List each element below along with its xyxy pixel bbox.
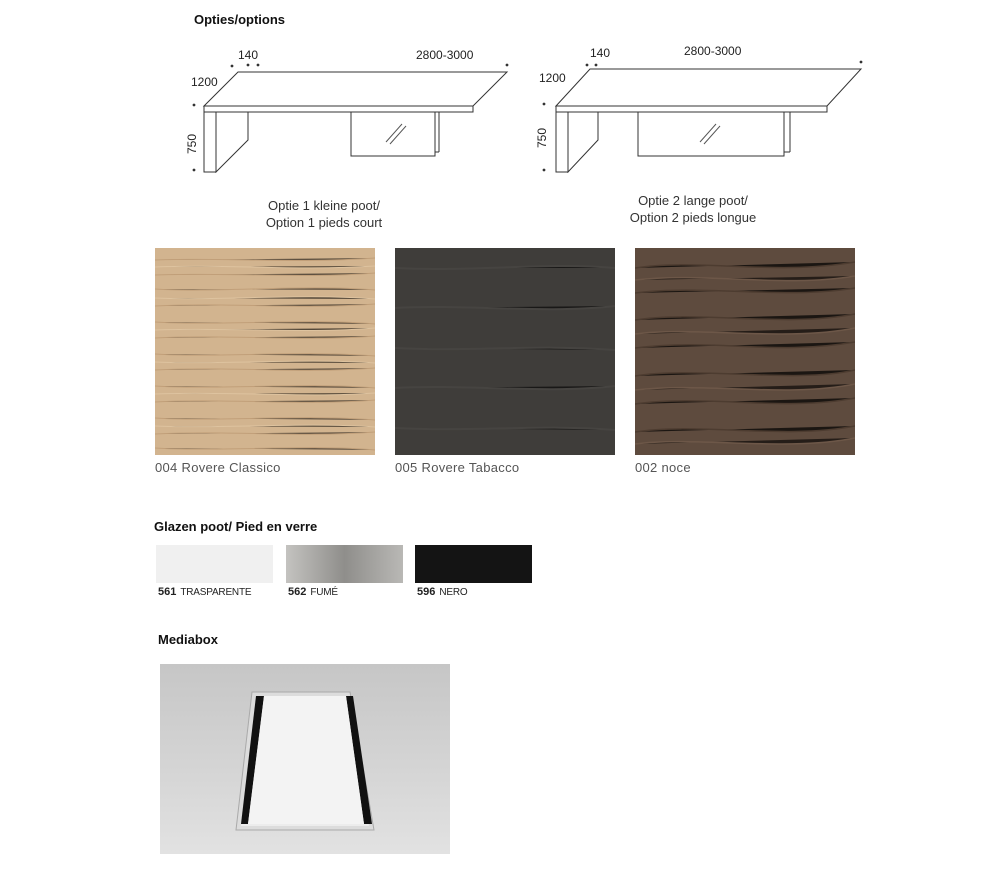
finish-swatch-noce[interactable]	[635, 248, 855, 455]
glass-section-title: Glazen poot/ Pied en verre	[154, 519, 318, 534]
mediabox-cover-image	[160, 664, 450, 854]
glass-name: NERO	[439, 587, 468, 598]
dim-width-2: 1200	[539, 71, 566, 85]
glass-code: 596	[417, 586, 436, 598]
glass-swatch-nero[interactable]	[415, 545, 532, 583]
option-2-caption	[583, 192, 803, 226]
glass-label-nero	[417, 586, 467, 598]
wood-grain-noce	[635, 248, 855, 455]
dim-depth-2: 140	[590, 46, 611, 60]
diagram-2-dimensions	[530, 38, 870, 173]
dim-depth-1: 140	[238, 48, 259, 62]
glass-code: 561	[158, 586, 177, 598]
finish-label-noce: 002 noce	[635, 460, 691, 475]
glass-code: 562	[288, 586, 307, 598]
glass-name: FUMÉ	[310, 587, 338, 598]
wood-grain-classico	[155, 248, 375, 455]
glass-name: TRASPARENTE	[180, 587, 252, 598]
diagram-1-dimensions	[180, 38, 520, 173]
finish-swatch-rovere-classico[interactable]	[155, 248, 375, 455]
option-1-caption-line2: Option 1 pieds court	[265, 215, 383, 230]
dim-height-1: 750	[185, 133, 199, 154]
mediabox-title: Mediabox	[158, 632, 218, 647]
wood-grain-tabacco	[395, 248, 615, 455]
finish-label-rovere-classico: 004 Rovere Classico	[155, 460, 281, 475]
glass-swatch-trasparente[interactable]	[156, 545, 273, 583]
dim-height-2: 750	[535, 127, 549, 148]
option-1-caption-line1: Optie 1 kleine poot/	[267, 198, 381, 213]
dim-length-2: 2800-3000	[684, 44, 742, 58]
options-title: Opties/options	[194, 12, 285, 27]
option-2-caption-line1: Optie 2 lange poot/	[638, 193, 748, 208]
dim-length-1: 2800-3000	[416, 48, 474, 62]
finish-label-rovere-tabacco: 005 Rovere Tabacco	[395, 460, 520, 475]
glass-label-fume	[288, 586, 338, 598]
dim-width-1: 1200	[191, 75, 218, 89]
glass-label-trasparente	[158, 586, 251, 598]
option-2-caption-line2: Option 2 pieds longue	[629, 210, 757, 225]
mediabox-photo	[160, 664, 450, 854]
glass-swatch-fume[interactable]	[286, 545, 403, 583]
finish-swatch-rovere-tabacco[interactable]	[395, 248, 615, 455]
option-1-caption	[214, 197, 434, 231]
